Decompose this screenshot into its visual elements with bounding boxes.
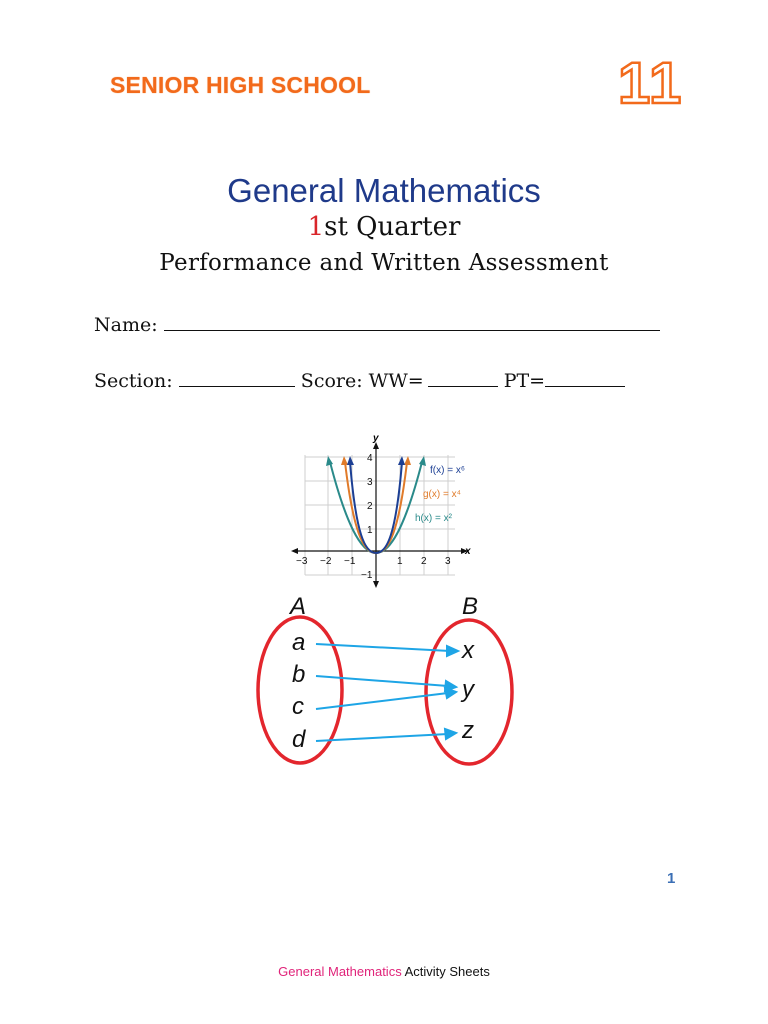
x-tick-labels xyxy=(296,556,451,567)
x-tick-label: 1 xyxy=(397,556,403,567)
quarter-subtitle xyxy=(0,212,768,242)
x-tick-label: −2 xyxy=(320,556,332,567)
power-functions-graph xyxy=(285,430,475,590)
pt-score-field[interactable] xyxy=(545,368,625,387)
domain-element: a xyxy=(292,629,306,656)
x-tick-label: −1 xyxy=(344,556,356,567)
section-score-row xyxy=(94,368,625,392)
y-tick-labels xyxy=(361,453,373,581)
curve-h-label: h(x) = x² xyxy=(415,513,452,524)
name-field[interactable] xyxy=(164,312,660,331)
name-label: Name: xyxy=(94,314,158,336)
page-number: 1 xyxy=(667,870,676,887)
y-tick-label: 3 xyxy=(367,477,373,488)
footer-text: Activity Sheets xyxy=(401,964,490,979)
y-axis-down-arrow-icon xyxy=(373,581,379,588)
quarter-number: 1 xyxy=(307,212,325,242)
name-row xyxy=(94,312,660,336)
x-axis-left-arrow-icon xyxy=(291,548,298,554)
section-field[interactable] xyxy=(179,368,295,387)
y-tick-label: −1 xyxy=(361,570,373,581)
domain-element: c xyxy=(292,693,304,720)
codomain-element: x xyxy=(462,637,474,664)
section-label: Section: xyxy=(94,370,173,392)
assessment-subtitle: Performance and Written Assessment xyxy=(159,250,609,276)
x-tick-label: 2 xyxy=(421,556,427,567)
page-footer xyxy=(0,964,768,979)
y-tick-label: 4 xyxy=(367,453,373,464)
curve-f-label: f(x) = x⁶ xyxy=(430,465,465,476)
curve-g-label: g(x) = x⁴ xyxy=(423,489,461,500)
y-tick-label: 1 xyxy=(367,525,373,536)
arrow-head-icon xyxy=(447,646,458,656)
x-tick-label: 3 xyxy=(445,556,451,567)
x-tick-label: −3 xyxy=(296,556,308,567)
quarter-text: st Quarter xyxy=(324,212,461,242)
codomain-element: z xyxy=(462,717,474,744)
pt-label: PT= xyxy=(503,370,546,392)
codomain-element: y xyxy=(462,676,474,703)
x-axis-label: x xyxy=(465,546,471,557)
set-b-label: B xyxy=(462,593,479,620)
document-title: General Mathematics xyxy=(227,172,541,209)
arrow-head-icon xyxy=(445,688,456,698)
ww-score-field[interactable] xyxy=(428,368,498,387)
domain-element: d xyxy=(292,726,306,753)
ww-label: WW= xyxy=(368,370,424,392)
arrow-head-icon xyxy=(445,729,456,739)
mapping-arrow xyxy=(316,734,448,741)
mapping-diagram xyxy=(250,590,530,775)
grade-number: 11 xyxy=(618,51,684,116)
y-axis-label: y xyxy=(373,433,379,444)
footer-subject: General Mathematics xyxy=(278,964,402,979)
domain-element: b xyxy=(292,661,306,688)
set-a-label: A xyxy=(290,593,307,620)
y-tick-label: 2 xyxy=(367,501,373,512)
school-level-heading: SENIOR HIGH SCHOOL xyxy=(110,72,371,98)
score-label: Score: xyxy=(300,370,363,392)
